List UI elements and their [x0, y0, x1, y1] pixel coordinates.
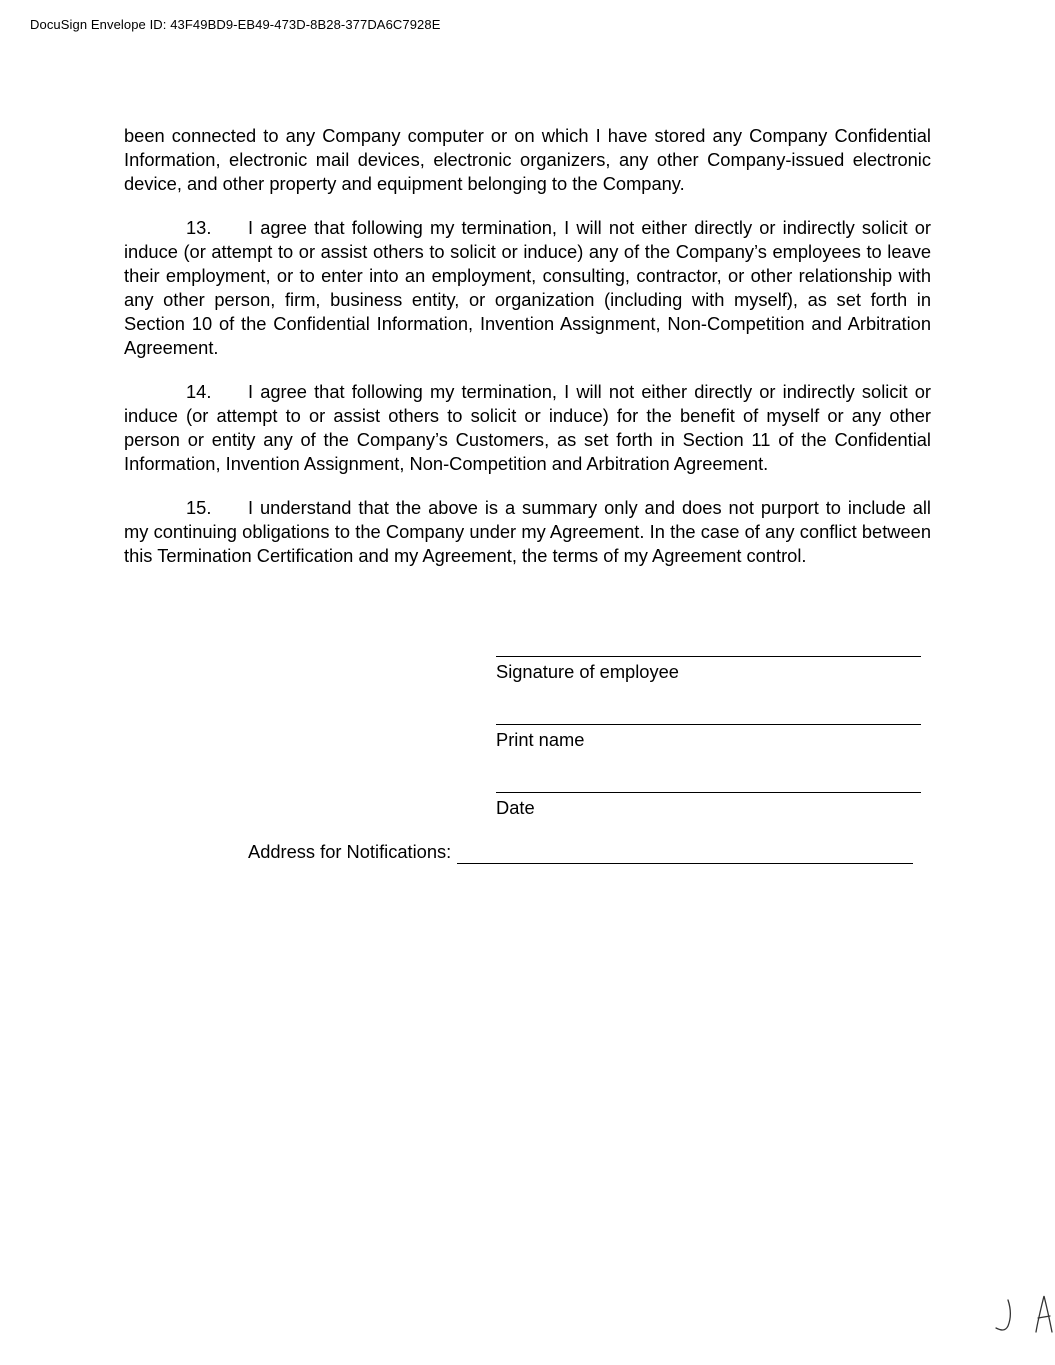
print-name-line[interactable]: [496, 724, 921, 725]
date-field[interactable]: [496, 792, 921, 819]
paragraph-continued: [124, 124, 931, 196]
print-name-field[interactable]: [496, 724, 921, 751]
date-line[interactable]: [496, 792, 921, 793]
document-body: [124, 124, 931, 588]
paragraph-number: 14.: [186, 381, 212, 402]
date-label: Date: [496, 797, 535, 818]
signature-line[interactable]: [496, 656, 921, 657]
paragraph-13: [124, 216, 931, 360]
paragraph-number: 15.: [186, 497, 212, 518]
print-name-label: Print name: [496, 729, 585, 750]
initials-signature: [992, 1292, 1054, 1338]
envelope-id: DocuSign Envelope ID: 43F49BD9-EB49-473D-8B28-377DA6C7928E: [30, 17, 441, 32]
address-field: [248, 840, 913, 864]
signature-field[interactable]: [496, 656, 921, 683]
paragraph-text: I understand that the above is a summary only and does not purport to include all my continuing obligations to the Company under my Agreement. In the case of any conflict between this Termination Certification and my Agreement, the terms of my Agreement control.: [124, 497, 931, 566]
paragraph-14: [124, 380, 931, 476]
address-label: Address for Notifications:: [248, 841, 452, 862]
paragraph-text: been connected to any Company computer or on which I have stored any Company Confidential Information, electronic mail devices, electronic organizers, any other Company-issued electronic device, and other property and equipment belonging to the Company.: [124, 125, 931, 194]
paragraph-number: 13.: [186, 217, 212, 238]
paragraph-text: I agree that following my termination, I will not either directly or indirectly solicit or induce (or attempt to or assist others to solicit or induce) for the benefit of myself or any other person or entity any of the Company’s Customers, as set forth in Section 11 of the Confidential Information, Invention Assignment, Non-Competition and Arbitration Agreement.: [124, 381, 931, 474]
address-line[interactable]: [457, 843, 913, 864]
paragraph-15: [124, 496, 931, 568]
paragraph-text: I agree that following my termination, I will not either directly or indirectly solicit or induce (or attempt to or assist others to solicit or induce) any of the Company’s employees to leave their employment, or to enter into an employment, consulting, contractor, or other relationship with any other person, firm, business entity, or organization (including with myself), as set forth in Section 10 of the Confidential Information, Invention Assignment, Non-Competition and Arbitration Agreement.: [124, 217, 931, 358]
signature-label: Signature of employee: [496, 661, 679, 682]
